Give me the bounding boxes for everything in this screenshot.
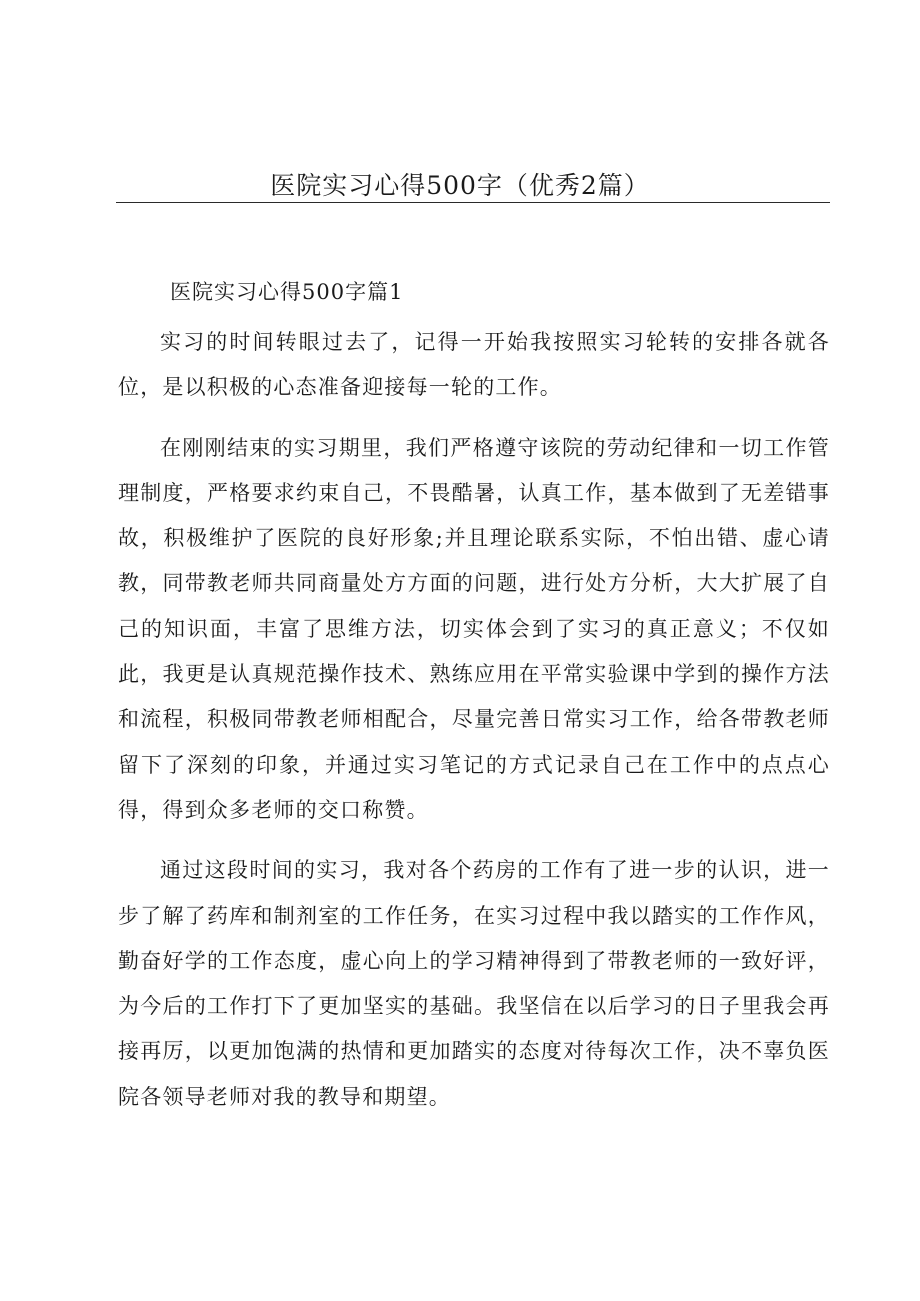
paragraph-2: 在刚刚结束的实习期里，我们严格遵守该院的劳动纪律和一切工作管理制度，严格要求约束自己，不畏酷暑，认真工作，基本做到了无差错事故，积极维护了医院的良好形象;并且理论联系实际，不怕出错、虚心请教，同带教老师共同商量处方方面的问题，进行处方分析，大大扩展了自己的知识面，丰富了思维方法，切实体会到了实习的真正意义；不仅如此，我更是认真规范操作技术、熟练应用在平常实验课中学到的操作方法和流程，积极同带教老师相配合，尽量完善日常实习工作，给各带教老师留下了深刻的印象，并通过实习笔记的方式记录自己在工作中的点点心得，得到众多老师的交口称赞。 <box>118 435 830 822</box>
section-heading: 医院实习心得500字篇1 <box>170 280 404 304</box>
paragraph-3: 通过这段时间的实习，我对各个药房的工作有了进一步的认识，进一步了解了药库和制剂室的工作任务，在实习过程中我以踏实的工作作风，勤奋好学的工作态度，虚心向上的学习精神得到了带教老师的一致好评，为今后的工作打下了更加坚实的基础。我坚信在以后学习的日子里我会再接再厉，以更加饱满的热情和更加踏实的态度对待每次工作，决不辜负医院各领导老师对我的教导和期望。 <box>118 858 830 1109</box>
document-body <box>118 320 830 1135</box>
paragraph-1: 实习的时间转眼过去了，记得一开始我按照实习轮转的安排各就各位，是以积极的心态准备迎接每一轮的工作。 <box>118 330 830 400</box>
document-title: 医院实习心得500字（优秀2篇） <box>270 171 650 200</box>
title-underline <box>116 202 830 203</box>
